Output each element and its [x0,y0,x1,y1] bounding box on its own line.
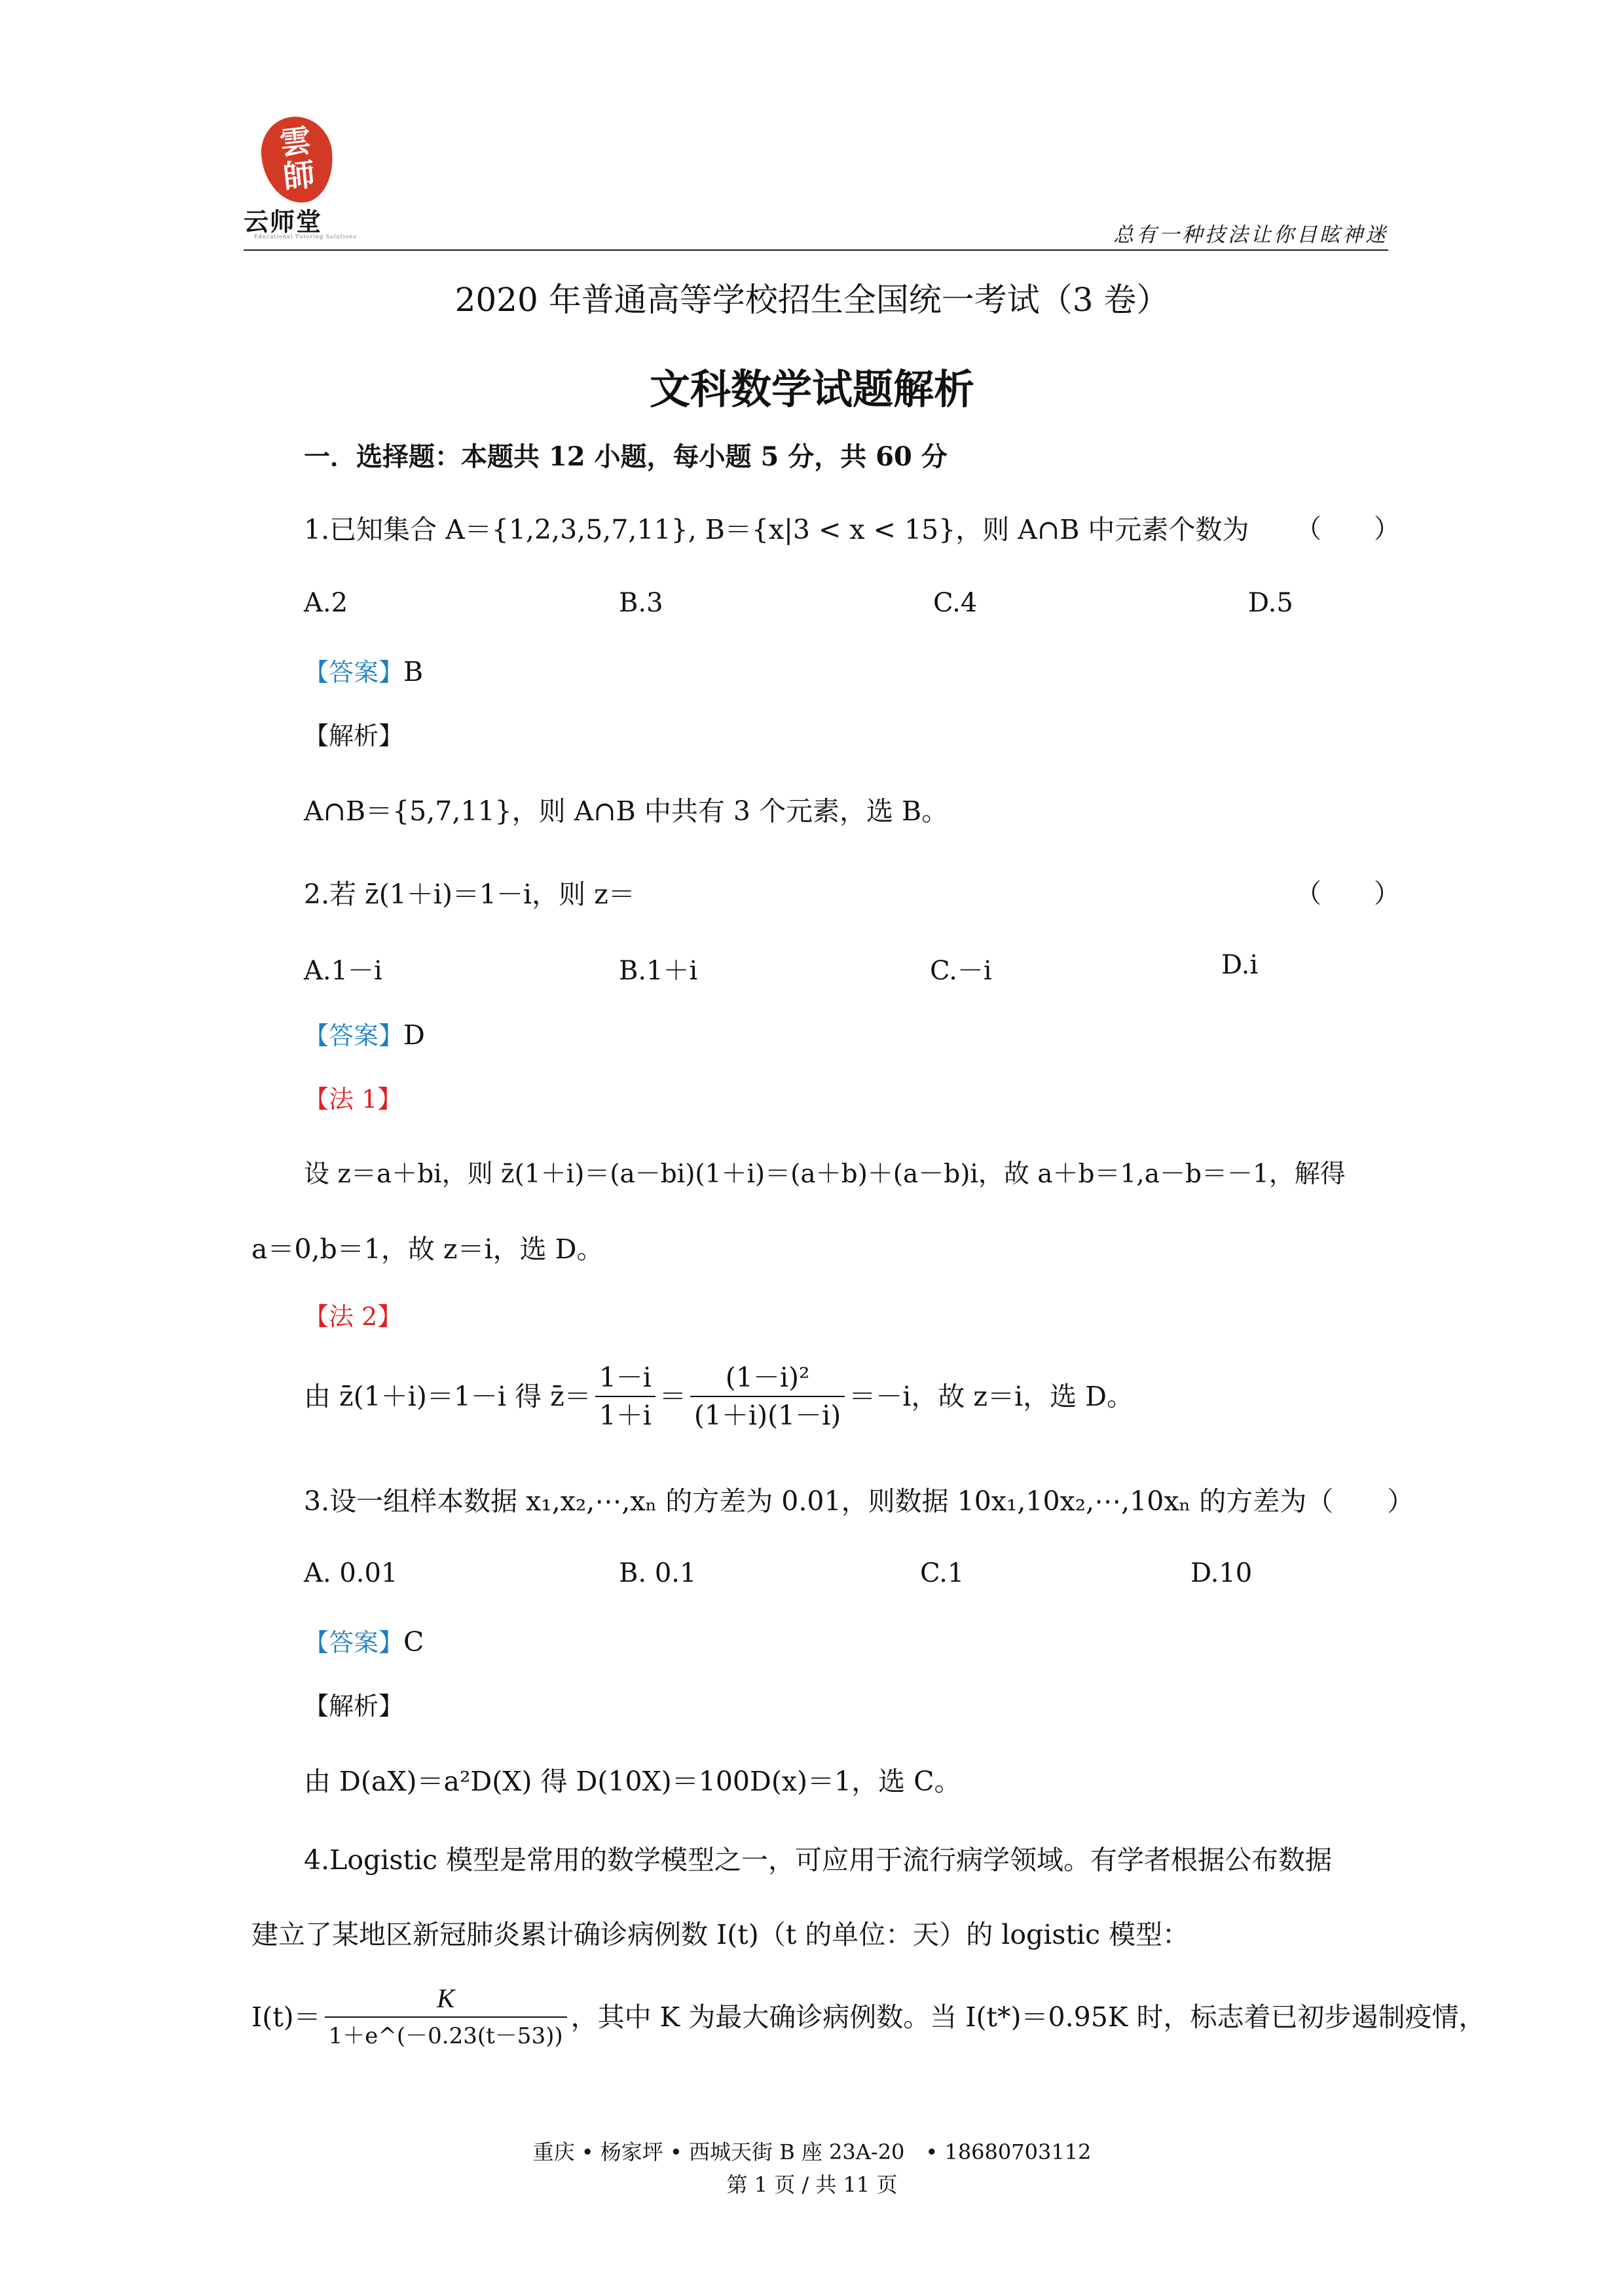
q1-option-c: C.4 [933,588,978,618]
q4-formula-lhs: I(t)＝ [251,2001,321,2033]
q2-method1-line2: a＝0,b＝1，故 z＝i，选 D。 [251,1233,604,1265]
logo-subtext: Educational Tutoring Solutions [254,234,357,240]
q2-method1-line1: 设 z＝a＋bi，则 z̄(1＋i)＝(a－bi)(1＋i)＝(a＋b)＋(a－b)i，故 a＋b＝1,a－b＝－1，解得 [304,1159,1346,1189]
q1-stem: 1.已知集合 A＝{1,2,3,5,7,11}, B＝{x|3 < x < 15}，则 A∩B 中元素个数为 [304,514,1249,545]
q2-method2 [304,1362,1134,1431]
q2-option-c: C.－i [930,956,992,986]
header-divider [244,249,1388,251]
q4-line3 [251,1982,1485,2052]
q2-method2-tag: 【法 2】 [304,1302,403,1331]
q1-analysis: A∩B＝{5,7,11}，则 A∩B 中共有 3 个元素，选 B。 [304,795,949,827]
q1-option-b: B.3 [619,588,663,618]
footer-address: 重庆 • 杨家坪 • 西城天街 B 座 23A-20 • 18680703112 [532,2140,1092,2164]
document-title: 2020 年普通高等学校招生全国统一考试（3 卷） [454,281,1170,319]
method2-pre: 由 z̄(1＋i)＝1－i 得 z̄＝ [304,1381,591,1412]
equals-sign: ＝ [659,1381,686,1412]
section-heading: 一．选择题：本题共 12 小题，每小题 5 分，共 60 分 [304,441,948,472]
q1-answer [304,652,423,688]
q2-option-a: A.1－i [304,956,382,986]
answer-tag: 【答案】 [304,1021,404,1050]
q4-line1: 4.Logistic 模型是常用的数学模型之一，可应用于流行病学领域。有学者根据公布数据 [304,1844,1333,1876]
q3-option-d: D.10 [1190,1558,1253,1588]
slogan: 总有一种技法让你目眩神迷 [1113,223,1388,247]
q2-option-d: D.i [1221,950,1259,980]
answer-value: C [403,1626,424,1658]
q3-analysis-tag: 【解析】 [304,1692,404,1721]
q3-option-c: C.1 [920,1558,965,1588]
answer-tag: 【答案】 [304,658,404,687]
fraction [690,1362,845,1431]
q4-line2: 建立了某地区新冠肺炎累计确诊病例数 I(t)（t 的单位：天）的 logistic 模型： [251,1919,1190,1950]
fraction-denominator: 1＋e^(－0.23(t－53)) [328,2023,563,2049]
q1-option-d: D.5 [1248,588,1293,618]
fraction-numerator: (1－i)² [690,1362,845,1397]
fraction [595,1362,655,1431]
q3-stem: 3.设一组样本数据 x₁,x₂,⋯,xₙ 的方差为 0.01，则数据 10x₁,10x₂,⋯,10xₙ 的方差为（ ） [304,1485,1414,1517]
answer-tag: 【答案】 [304,1628,404,1657]
q1-option-a: A.2 [304,588,348,618]
q2-method1-tag: 【法 1】 [304,1085,403,1114]
fraction [325,1982,567,2052]
footer-page-number: 第 1 页 / 共 11 页 [726,2172,898,2197]
document-subtitle: 文科数学试题解析 [649,365,974,413]
fraction-numerator: K [325,1982,567,2018]
logo-seal [257,113,337,207]
q3-answer [304,1622,424,1658]
q2-answer-blank: （ ） [1295,879,1400,909]
q3-option-b: B. 0.1 [619,1558,697,1588]
fraction-denominator: 1＋i [599,1400,652,1431]
q2-option-b: B.1＋i [619,956,698,986]
q1-answer-blank: （ ） [1295,514,1400,544]
q3-analysis: 由 D(aX)＝a²D(X) 得 D(10X)＝100D(x)＝1，选 C。 [304,1766,961,1797]
fraction-numerator: 1－i [595,1362,655,1397]
q4-formula-rest: ，其中 K 为最大确诊病例数。当 I(t*)＝0.95K 时，标志着已初步遏制疫情， [570,2001,1486,2033]
logo-text: 云师堂 [244,207,323,236]
seal-char-1: 雲 [278,122,313,162]
q2-stem: 2.若 z̄(1＋i)＝1－i，则 z＝ [304,879,635,910]
answer-value: D [403,1019,425,1051]
q2-answer [304,1015,425,1051]
q3-option-a: A. 0.01 [304,1558,398,1588]
q1-analysis-tag: 【解析】 [304,721,404,750]
fraction-denominator: (1＋i)(1－i) [693,1400,841,1431]
seal-char-2: 師 [281,156,317,196]
answer-value: B [403,656,424,687]
method2-post: ＝－i，故 z＝i，选 D。 [849,1381,1134,1412]
